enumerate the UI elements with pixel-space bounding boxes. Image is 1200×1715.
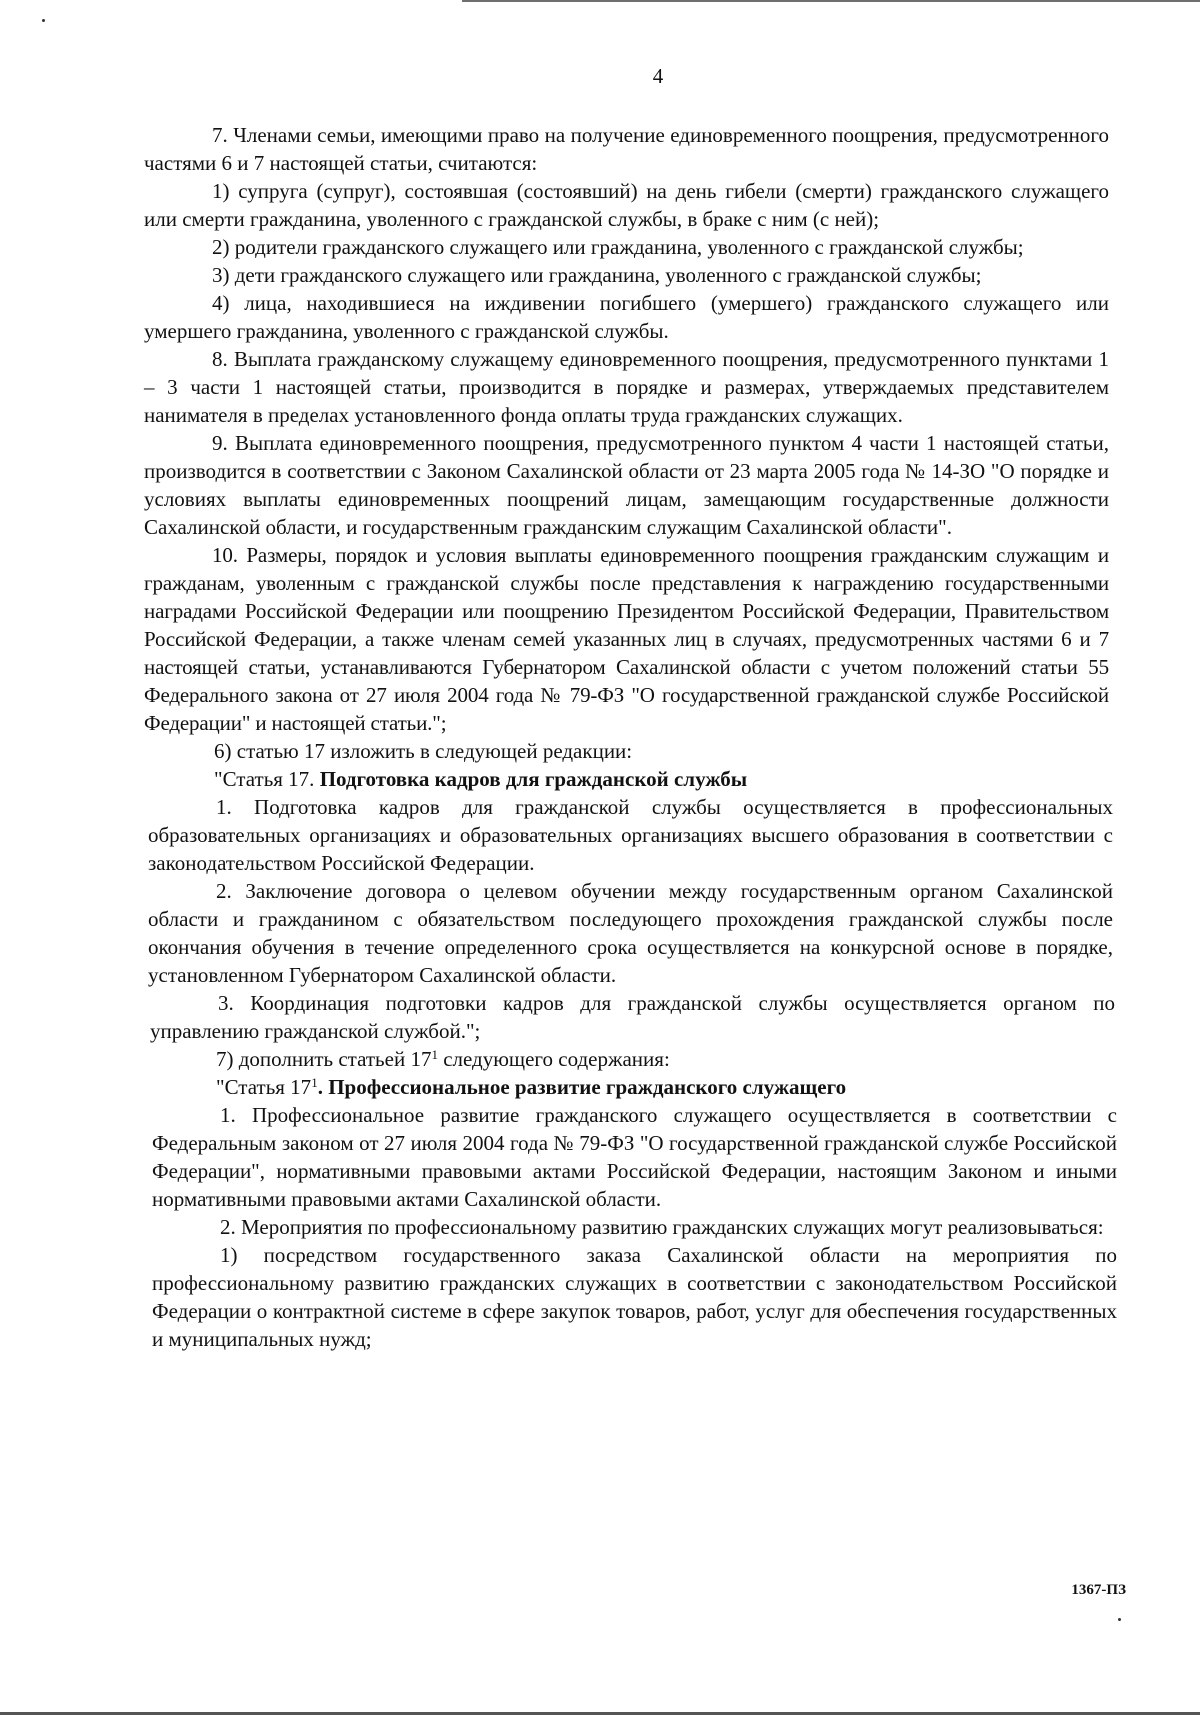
document-code: 1367-ПЗ xyxy=(1071,1582,1126,1598)
list-item: 2) родители гражданского служащего или гражданина, уволенного с гражданской службы; xyxy=(212,235,1024,259)
paragraph: 9. Выплата единовременного поощрения, предусмотренного пунктом 4 части 1 настоящей статьи, производится в соответствии с Законом Сахалинской области от 23 марта 2005 года № 14-ЗО "О порядке и условиях выплаты единовременных поощрений лицам, замещающим государственные должности Сахалинской области, и государственным гражданским служащим Сахалинской области". xyxy=(144,431,1109,539)
list-item: 3) дети гражданского служащего или гражданина, уволенного с гражданской службы; xyxy=(212,263,982,287)
paragraph: 8. Выплата гражданскому служащему единовременного поощрения, предусмотренного пунктами 1 – 3 части 1 настоящей статьи, производится в порядке и размерах, утверждаемых представителем нанимателя в пределах установленного фонда оплаты труда гражданских служащих. xyxy=(144,347,1109,427)
paragraph: 2. Заключение договора о целевом обучении между государственным органом Сахалинской области и гражданином с обязательством последующего прохождения гражданской службы после окончания обучения в течение определенного срока осуществляется на конкурсной основе в порядке, установленном Губернатором Сахалинской области. xyxy=(148,879,1113,987)
paragraph: 1. Профессиональное развитие гражданского служащего осуществляется в соответствии с Федеральным законом от 27 июля 2004 года № 79-ФЗ "О государственной гражданской службе Российской Федерации", нормативными правовыми актами Российской Федерации, настоящим Законом и иными нормативными правовыми актами Сахалинской области. xyxy=(152,1103,1117,1211)
amendment-7-text: 7) дополнить статьей 17 xyxy=(216,1047,432,1071)
scan-speck xyxy=(42,19,45,22)
list-item: 1) посредством государственного заказа Сахалинской области на мероприятия по профессиональному развитию гражданских служащих в соответствии с законодательством Российской Федерации о контрактной системе в сфере закупок товаров, работ, услуг для обеспечения государственных и муниципальных нужд; xyxy=(152,1243,1117,1351)
amendment-7-text-end: следующего содержания: xyxy=(437,1047,670,1071)
scan-edge-top xyxy=(462,0,1200,2)
article-17-1-prefix: "Статья 17 xyxy=(216,1075,312,1099)
paragraph: 2. Мероприятия по профессиональному развитию гражданских служащих могут реализовываться: xyxy=(220,1215,1104,1239)
paragraph: 6) статью 17 изложить в следующей редакции: xyxy=(214,739,633,763)
superscript: 1 xyxy=(311,1075,318,1090)
paragraph: 1. Подготовка кадров для гражданской службы осуществляется в профессиональных образовательных организациях и образовательных организациях высшего образования в соответствии с законодательством Российской Федерации. xyxy=(148,795,1113,875)
article-17-title: Подготовка кадров для гражданской службы xyxy=(319,767,748,791)
list-item: 4) лица, находившиеся на иждивении погибшего (умершего) гражданского служащего или умершего гражданина, уволенного с гражданской службы. xyxy=(144,291,1109,343)
paragraph: 3. Координация подготовки кадров для гражданской службы осуществляется органом по управлению гражданской службой."; xyxy=(150,991,1115,1043)
article-17-prefix: "Статья 17. xyxy=(214,767,315,791)
amendment-7 xyxy=(148,1045,1117,1073)
document-body xyxy=(144,121,1117,1353)
article-17-heading xyxy=(146,765,1117,793)
page-number: 4 xyxy=(652,64,664,88)
article-17-1-heading xyxy=(148,1073,1117,1101)
article-17-1-title: . Профессиональное развитие гражданского служащего xyxy=(317,1075,847,1099)
paragraph: 7. Членами семьи, имеющими право на получение единовременного поощрения, предусмотренного частями 6 и 7 настоящей статьи, считаются: xyxy=(144,123,1109,175)
scan-speck xyxy=(1118,1618,1121,1621)
superscript: 1 xyxy=(431,1047,438,1062)
list-item: 1) супруга (супруг), состоявшая (состоявший) на день гибели (смерти) гражданского служащего или смерти гражданина, уволенного с гражданской службы, в браке с ним (с ней); xyxy=(144,179,1109,231)
paragraph: 10. Размеры, порядок и условия выплаты единовременного поощрения гражданским служащим и гражданам, уволенным с гражданской службы после представления к награждению государственными наградами Российской Федерации или поощрению Президентом Российской Федерации, Правительством Российской Федерации, а также членам семей указанных лиц в случаях, предусмотренных частями 6 и 7 настоящей статьи, устанавливаются Губернатором Сахалинской области с учетом положений статьи 55 Федерального закона от 27 июля 2004 года № 79-ФЗ "О государственной гражданской службе Российской Федерации" и настоящей статьи."; xyxy=(144,543,1109,735)
